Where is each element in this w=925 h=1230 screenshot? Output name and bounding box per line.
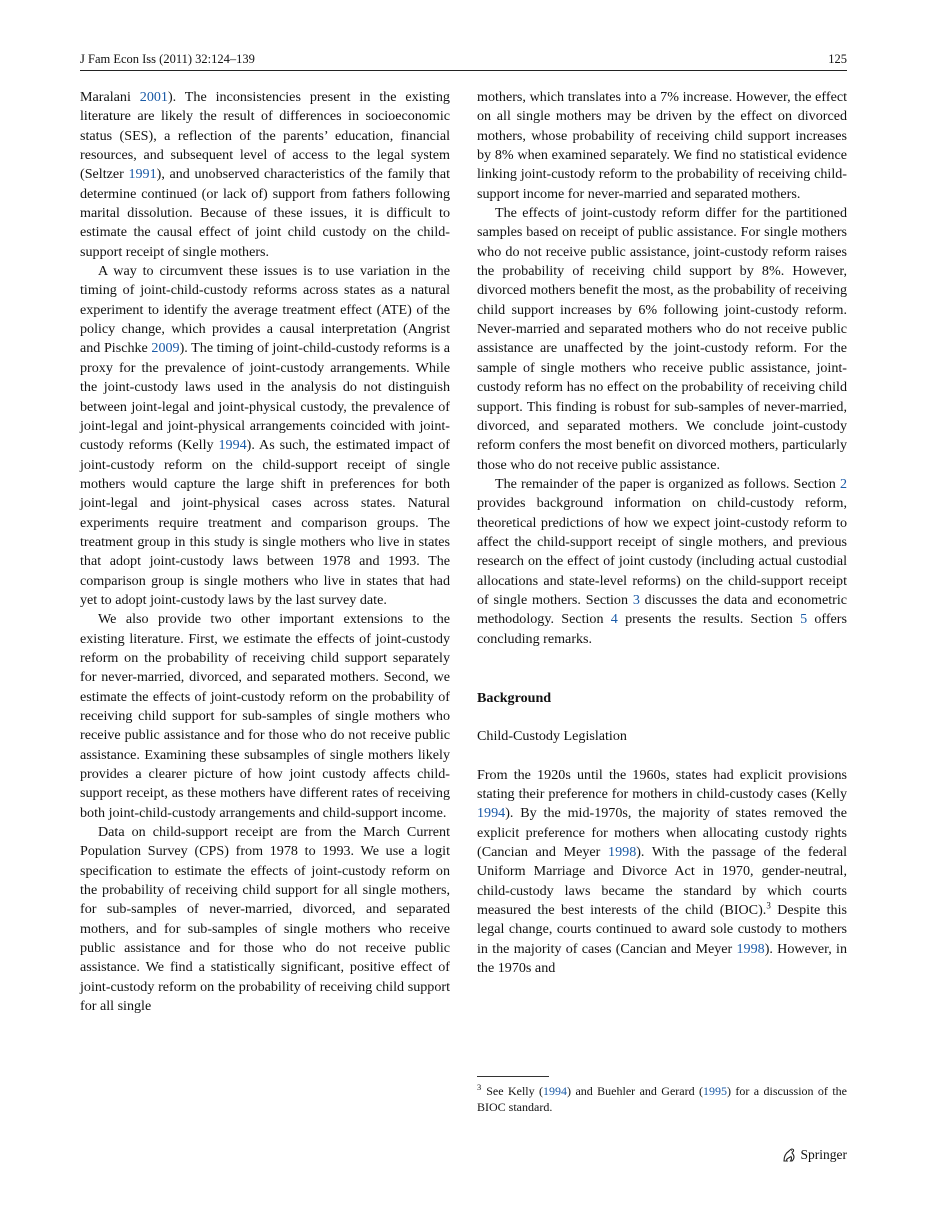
section-link[interactable]: 2 (839, 475, 847, 492)
text-run: Despite this legal change, courts continued to award sole custody to mothers in the majority of cases (Cancian and Meyer (477, 902, 847, 957)
section-heading: Background (477, 689, 552, 706)
text-run: provides background information on child-custody reform, theoretical predictions of how we expect joint-custody reform to affect the child-support receipt of single mothers, and previous research on the effect of joint custody (including actual custodial allocations and state-level reforms) on the child-support receipt of single mothers. Section (477, 495, 847, 608)
paragraph: mothers, which translates into a 7% increase. However, the effect on all single mothers may be driven by the effect on divorced mothers, whose probability of receiving child support increases by 8% when examined separately. We find no statistical evidence linking joint-custody reform to the probability of receiving child-support income for never-married and separated mothers. (477, 89, 847, 202)
paragraph (80, 88, 450, 262)
text-run: ) for a discussion of the BIOC standard. (477, 1084, 847, 1114)
text-run: From the 1920s until the 1960s, states had explicit provisions stating their preference for mothers in child-custody cases (Kelly (477, 766, 847, 802)
section-link[interactable]: 5 (800, 611, 808, 628)
text-run: ) and Buehler and Gerard ( (567, 1084, 703, 1098)
page-number: 125 (828, 52, 847, 66)
text-run: See Kelly ( (486, 1084, 544, 1098)
footnote (477, 1083, 847, 1115)
text-run: ), and unobserved characteristics of the family that determine continued (or lack of) support from fathers following marital dissolution. Because of these issues, it is difficult to estimate the causal effect of joint child custody on the child-support receipt of single mothers. (80, 166, 450, 260)
left-column (80, 88, 450, 1123)
paragraph (80, 262, 450, 610)
subsection-heading: Child-Custody Legislation (477, 728, 627, 745)
citation-link[interactable]: 1991 (128, 166, 157, 183)
running-head (80, 51, 847, 69)
publisher-name: Springer (800, 1147, 847, 1162)
text-run: Maralani (80, 89, 140, 105)
header-rule (80, 70, 847, 71)
section-link[interactable]: 3 (632, 591, 640, 608)
citation-link[interactable]: 2001 (139, 89, 168, 105)
right-column (477, 88, 847, 1123)
text-run: A way to circumvent these issues is to use variation in the timing of joint-child-custody reforms across states as a natural experiment to identify the average treatment effect (ATE) of the policy change, which provides a causal interpretation (Angrist and Pischke (80, 263, 450, 357)
text-run: ). By the mid-1970s, the majority of states removed the explicit preference for mothers when allocating custody rights (Cancian and Meyer (477, 805, 847, 861)
citation-link[interactable]: 2009 (151, 340, 180, 357)
footnote-marker[interactable]: 3 (766, 900, 771, 911)
text-run: discusses the data and econometric methodology. Section (477, 591, 847, 628)
text-run: ). As such, the estimated impact of joint-custody reform on the child-support receipt of single mothers would capture the large shift in preferences for both joint-legal and joint-physical cases across states. Natural experiments require treatment and comparison groups. The treatment group in this study is single mothers who live in states that adopt joint-custody laws between 1978 and 1993. The comparison group is single mothers who live in states that had yet to adopt joint-custody laws by the last survey date. (80, 437, 451, 608)
citation-link[interactable]: 1998 (608, 844, 637, 861)
text-run: ). The inconsistencies present in the existing literature are likely the result of differences in socioeconomic status (SES), a reflection of the parents’ education, financial resources, and subsequent level of access to the legal system (Seltzer (80, 89, 450, 183)
paragraph (477, 475, 847, 649)
citation-link[interactable]: 1998 (736, 940, 765, 957)
footnote-rule (477, 1076, 549, 1077)
citation-link[interactable]: 1994 (477, 805, 506, 822)
text-run: presents the results. Section (617, 611, 801, 628)
paragraph: Data on child-support receipt are from the March Current Population Survey (CPS) from 1978 to 1993. We use a logit specification to estimate the effects of joint-custody reform on the probability of receiving child support for all single mothers, for sub-samples of never-married, divorced, and separated mothers, and for sub-samples of single mothers who receive public assistance and for those who do not receive public assistance. We find a statistically significant, positive effect of joint-custody reform on the probability of receiving child support for all single (80, 824, 450, 1015)
text-run: ). The timing of joint-child-custody reforms is a proxy for the prevalence of joint-custody arrangements. While the joint-custody laws used in the analysis do not distinguish between joint-legal and joint-physical custody, the prevalence of joint-legal and joint-physical arrangements coincided with joint-custody reforms (Kelly (80, 340, 450, 454)
citation-link[interactable]: 1994 (543, 1084, 568, 1098)
footnote-number: 3 (477, 1082, 482, 1092)
text-run: The remainder of the paper is organized as follows. Section (495, 475, 840, 492)
publisher-mark (781, 1146, 848, 1164)
section-link[interactable]: 4 (610, 611, 618, 628)
citation-link[interactable]: 1994 (218, 437, 247, 454)
citation-link[interactable]: 1995 (703, 1084, 727, 1098)
journal-citation: J Fam Econ Iss (2011) 32:124–139 (80, 52, 255, 66)
text-run: offers concluding remarks. (477, 611, 847, 647)
text-run: ). However, in the 1970s and (477, 940, 847, 977)
paragraph: We also provide two other important extensions to the existing literature. First, we estimate the effects of joint-custody reform on the probability of receiving child support separately for never-married, divorced, and separated mothers. Second, we estimate the effects of joint-custody reform on the probability of receiving child support for sub-samples of single mothers who receive public assistance and for those who do not receive public assistance. Examining these subsamples of single mothers likely provides a clearer picture of how joint custody affects child-support receipt, as these mothers have different rates of receiving both joint-child-custody arrangements and child-support income. (80, 611, 450, 821)
text-run: ). With the passage of the federal Uniform Marriage and Divorce Act in 1970, gender-neutral, child-custody laws became the standard by which courts measured the best interests of the child (BIOC). (477, 844, 848, 919)
paragraph: The effects of joint-custody reform differ for the partitioned samples based on receipt of public assistance. For single mothers who do not receive public assistance, joint-custody reform raises the probability of receiving child support by 8%. However, divorced mothers benefit the most, as the probability of receiving child support increases by 6% following joint-custody reform. Never-married and separated mothers who do not receive public assistance are unaffected by the joint-custody reform. For the sample of single mothers who receive public assistance, joint-custody reform has no effect on the probability of receiving child support. This finding is robust for sub-samples of never-married, divorced, and separated mothers. We conclude joint-custody reform confers the most benefit on divorced mothers, particularly those who do not receive public assistance. (477, 205, 847, 473)
springer-horse-icon (781, 1147, 797, 1163)
paragraph (477, 766, 847, 979)
